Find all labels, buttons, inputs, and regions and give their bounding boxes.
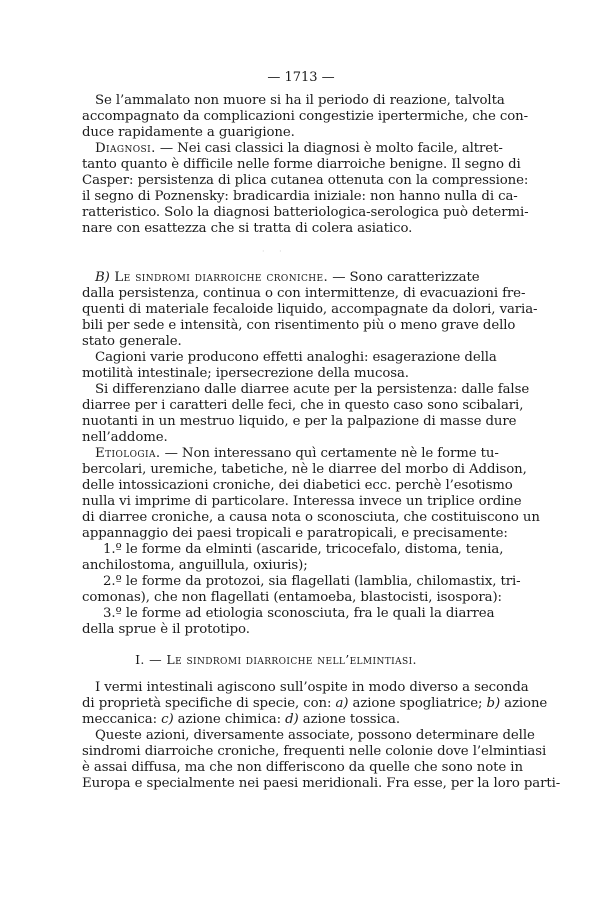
text-line: stato generale. — [82, 334, 182, 349]
list-item: 1.º le forme da elminti (ascaride, tricocefalo, distoma, tenia, — [103, 542, 504, 557]
text-line: di proprietà specifiche di specie, con: a) azione spogliatrice; b) azione — [82, 696, 548, 711]
text-line: è assai diffusa, ma che non differiscono da quelle che sono note in — [82, 760, 523, 775]
text-line: dalla persistenza, continua o con intermittenze, di evacuazioni fre- — [82, 286, 526, 301]
text-line: sindromi diarroiche croniche, frequenti nelle colonie dove l’elmintiasi — [82, 744, 547, 759]
text-line: Si differenziano dalle diarree acute per la persistenza: dalle false — [95, 382, 530, 397]
etiologia-heading: Etiologia. — [95, 446, 161, 461]
text-line: nare con esattezza che si tratta di colera asiatico. — [82, 221, 413, 236]
text-line: duce rapidamente a guarigione. — [82, 125, 295, 140]
text-line: motilità intestinale; ipersecrezione della mucosa. — [82, 366, 409, 381]
text-line: Diagnosi. — Nei casi classici la diagnosi è molto facile, altret- — [95, 141, 503, 156]
text-line: B) Le sindromi diarroiche croniche. — Sono caratterizzate — [95, 270, 480, 285]
list-item-cont: della sprue è il prototipo. — [82, 622, 250, 637]
scan-speck: · · — [262, 247, 288, 256]
text-line: bercolari, uremiche, tabetiche, nè le diarree del morbo di Addison, — [82, 462, 527, 477]
section-title: I. — Le sindromi diarroiche nell’elmintiasi. — [135, 652, 417, 667]
text-line: diarree per i caratteri delle feci, che in questo caso sono scibalari, — [82, 398, 524, 413]
section-letter-b: B) — [95, 270, 110, 285]
text-line: appannaggio dei paesi tropicali e paratropicali, e precisamente: — [82, 526, 508, 541]
list-item: 3.º le forme ad etiologia sconosciuta, fra le quali la diarrea — [103, 606, 495, 621]
text-line: accompagnato da complicazioni congestizie ipertermiche, che con- — [82, 109, 529, 124]
list-item: 2.º le forme da protozoi, sia flagellati (lamblia, chilomastix, tri- — [103, 574, 521, 589]
text-line: delle intossicazioni croniche, dei diabetici ecc. perchè l’esotismo — [82, 478, 513, 493]
text-line: Europa e specialmente nei paesi meridionali. Fra esse, per la loro parti- — [82, 776, 561, 791]
text-line: Se l’ammalato non muore si ha il periodo di reazione, talvolta — [95, 93, 505, 108]
text-line: I vermi intestinali agiscono sull’ospite in modo diverso a seconda — [95, 680, 529, 695]
text-line: Casper: persistenza di plica cutanea ottenuta con la compressione: — [82, 173, 529, 188]
text-line: tanto quanto è difficile nelle forme diarroiche benigne. Il segno di — [82, 157, 521, 172]
text-line: Etiologia. — Non interessano quì certamente nè le forme tu- — [95, 446, 499, 461]
diagnosi-heading: Diagnosi. — [95, 141, 156, 156]
text-line: di diarree croniche, a causa nota o sconosciuta, che costituiscono un — [82, 510, 540, 525]
text-line: il segno di Poznensky: bradicardia iniziale: non hanno nulla di ca- — [82, 189, 518, 204]
text-line: Cagioni varie producono effetti analoghi: esagerazione della — [95, 350, 497, 365]
text-line: quenti di materiale fecaloide liquido, accompagnate da dolori, varia- — [82, 302, 538, 317]
list-item-cont: comonas), che non flagellati (entamoeba, blastocisti, isospora): — [82, 590, 502, 605]
text-line: nell’addome. — [82, 430, 168, 445]
text-line: bili per sede e intensità, con risentimento più o meno grave dello — [82, 318, 516, 333]
text-line: nuotanti in un mestruo liquido, e per la palpazione di masse dure — [82, 414, 517, 429]
section-heading-b: Le sindromi diarroiche croniche. — [109, 270, 329, 285]
text-line: ratteristico. Solo la diagnosi batteriologica-serologica può determi- — [82, 205, 529, 220]
page-number: — 1713 — — [267, 70, 335, 85]
list-item-cont: anchilostoma, anguillula, oxiuris); — [82, 558, 308, 573]
text-line: nulla vi imprime di particolare. Interessa invece un triplice ordine — [82, 494, 522, 509]
text-line: meccanica: c) azione chimica: d) azione tossica. — [82, 712, 400, 727]
text-line: Queste azioni, diversamente associate, possono determinare delle — [95, 728, 535, 743]
